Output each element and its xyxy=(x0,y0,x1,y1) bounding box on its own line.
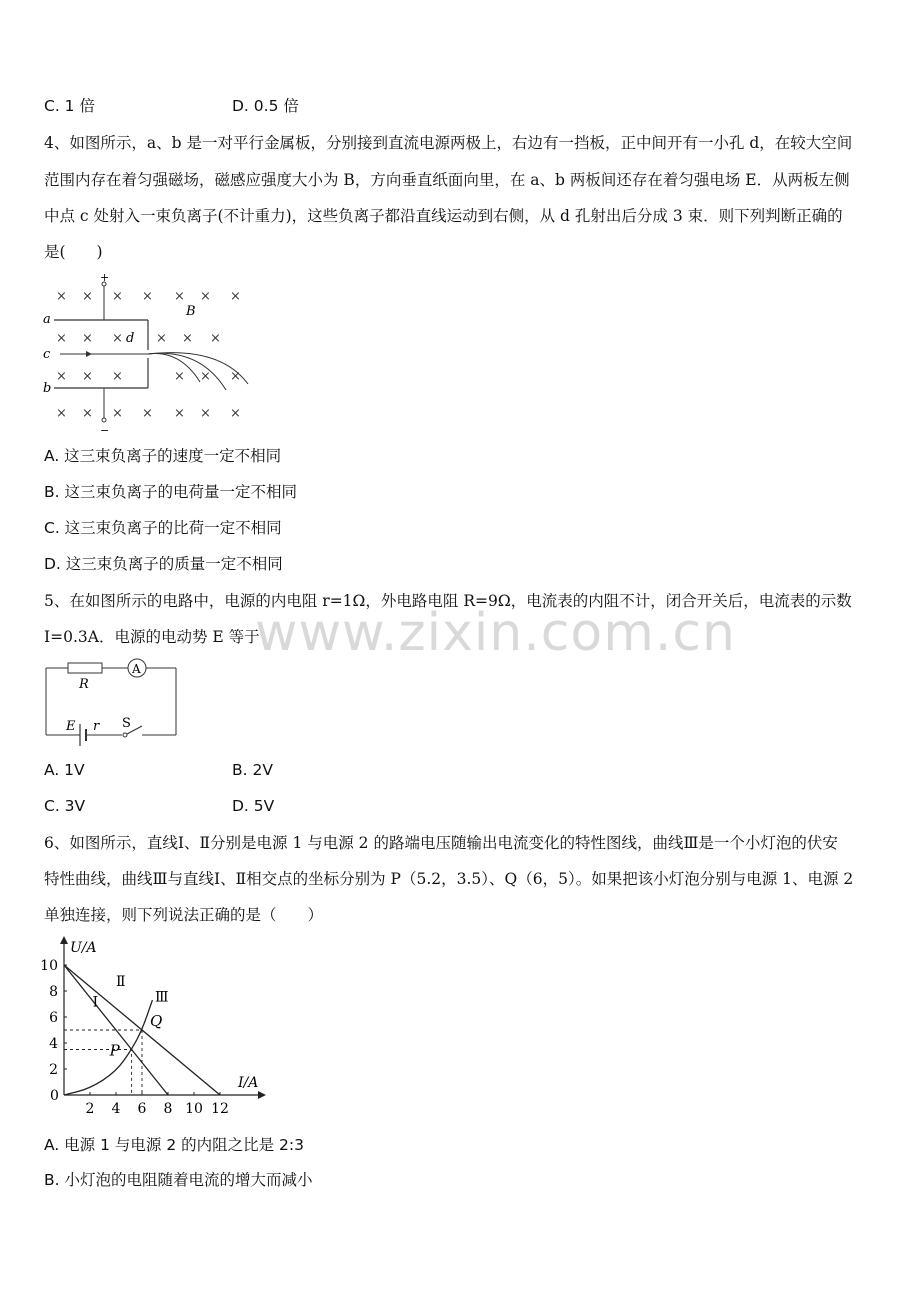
origin-label: 0 xyxy=(50,1088,59,1104)
q4-option-c: C. 这三束负离子的比荷一定不相同 xyxy=(44,519,282,537)
series-line-3 xyxy=(64,1000,152,1095)
q6-stem-line-3: 单独连接，则下列说法正确的是（ ） xyxy=(44,906,324,924)
b-field-cross: × xyxy=(174,369,185,384)
q4-option-a: A. 这三束负离子的速度一定不相同 xyxy=(44,447,282,465)
point-label-p: P xyxy=(109,1041,120,1060)
series-label-3: Ⅲ xyxy=(155,989,169,1006)
x-tick-label: 12 xyxy=(211,1101,229,1117)
q4-figure xyxy=(40,270,255,435)
label-S: S xyxy=(122,716,131,731)
y-axis-arrow xyxy=(60,936,68,944)
x-axis-arrow xyxy=(258,1091,266,1099)
b-field-cross: × xyxy=(142,406,153,421)
b-field-cross: × xyxy=(112,369,123,384)
q5-option-d: D. 5V xyxy=(232,797,275,815)
y-tick-label: 6 xyxy=(49,1010,58,1026)
label-r: r xyxy=(93,719,100,734)
guide-q xyxy=(64,1030,142,1095)
y-tick-label: 8 xyxy=(49,984,58,1000)
b-field-cross: × xyxy=(174,406,185,421)
y-axis-label: U/A xyxy=(70,940,97,956)
b-field-cross: × xyxy=(230,289,241,304)
b-field-cross: × xyxy=(82,369,93,384)
resistor-R xyxy=(68,663,102,673)
b-field-cross: × xyxy=(210,331,221,346)
terminal-minus xyxy=(102,418,106,422)
label-d: d xyxy=(126,331,135,346)
b-field-cross: × xyxy=(200,369,211,384)
label-b: b xyxy=(43,381,52,396)
b-field-cross: × xyxy=(56,289,67,304)
b-field-cross: × xyxy=(82,331,93,346)
q6-stem-line-1: 6、如图所示，直线Ⅰ、Ⅱ分别是电源 1 与电源 2 的路端电压随输出电流变化的特性图线，曲线Ⅲ是一个小灯泡的伏安 xyxy=(44,834,838,852)
q6-option-a: A. 电源 1 与电源 2 的内阻之比是 2:3 xyxy=(44,1136,304,1154)
q4-option-b: B. 这三束负离子的电荷量一定不相同 xyxy=(44,483,297,501)
b-field-cross: × xyxy=(200,289,211,304)
q4-option-d: D. 这三束负离子的质量一定不相同 xyxy=(44,555,283,573)
label-B: B xyxy=(186,304,196,319)
label-plus: + xyxy=(100,271,110,284)
q3-option-c: C. 1 倍 xyxy=(44,97,95,115)
q5-stem-line-2: I=0.3A．电源的电动势 E 等于 xyxy=(44,628,260,646)
q5-stem-line-1: 5、在如图所示的电路中，电源的内电阻 r=1Ω，外电路电阻 R=9Ω，电流表的内阻不计，闭合开关后，电流表的示数 xyxy=(44,592,852,610)
q6-stem-line-2: 特性曲线，曲线Ⅲ与直线Ⅰ、Ⅱ相交点的坐标分别为 P（5.2，3.5）、Q（6，5）。如果把该小灯泡分别与电源 1、电源 2 xyxy=(44,870,854,888)
q6-option-b: B. 小灯泡的电阻随着电流的增大而减小 xyxy=(44,1171,313,1189)
label-a: a xyxy=(43,312,51,327)
b-field-cross: × xyxy=(82,406,93,421)
label-minus: − xyxy=(100,424,110,437)
q6-ui-chart xyxy=(0,930,280,1120)
b-field-cross: × xyxy=(112,331,123,346)
q5-option-b: B. 2V xyxy=(232,761,273,779)
b-field-cross: × xyxy=(182,331,193,346)
b-field-cross: × xyxy=(200,406,211,421)
q4-stem-line-2: 范围内存在着匀强磁场，磁感应强度大小为 B，方向垂直纸面向里，在 a、b 两板间还存在着匀强电场 E．从两板左侧 xyxy=(44,171,850,189)
label-c: c xyxy=(43,347,51,362)
b-field-cross: × xyxy=(156,331,167,346)
q5-option-c: C. 3V xyxy=(44,797,86,815)
series-label-2: Ⅱ xyxy=(116,973,126,990)
q4-stem-line-3: 中点 c 处射入一束负离子(不计重力)，这些负离子都沿直线运动到右侧，从 d 孔射出后分成 3 束．则下列判断正确的 xyxy=(44,207,843,225)
series-label-1: Ⅰ xyxy=(92,994,99,1011)
x-axis-label: I/A xyxy=(238,1075,259,1091)
b-field-cross: × xyxy=(56,406,67,421)
x-tick-label: 8 xyxy=(163,1101,173,1117)
b-field-cross: × xyxy=(230,406,241,421)
y-tick-label: 10 xyxy=(40,958,58,974)
q5-option-a: A. 1V xyxy=(44,761,85,779)
q4-stem-line-4: 是( ) xyxy=(44,243,103,261)
b-field-cross: × xyxy=(82,289,93,304)
b-field-cross: × xyxy=(56,331,67,346)
label-A: A xyxy=(132,662,141,676)
q5-circuit xyxy=(42,656,182,746)
q3-option-d: D. 0.5 倍 xyxy=(232,97,299,115)
beam-arrow xyxy=(86,351,92,357)
b-field-cross: × xyxy=(142,289,153,304)
switch-contact xyxy=(123,733,127,737)
b-field-cross: × xyxy=(112,406,123,421)
x-tick-label: 2 xyxy=(85,1101,95,1117)
y-tick-label: 2 xyxy=(49,1062,58,1078)
watermark: www.zixin.com.cn xyxy=(255,603,736,663)
point-label-q: Q xyxy=(150,1012,163,1030)
y-tick-label: 4 xyxy=(49,1036,58,1052)
b-field-cross: × xyxy=(174,289,185,304)
q4-stem-line-1: 4、如图所示，a、b 是一对平行金属板，分别接到直流电源两极上，右边有一挡板，正中间开有一小孔 d，在较大空间 xyxy=(44,134,853,152)
b-field-cross: × xyxy=(112,289,123,304)
b-field-cross: × xyxy=(56,369,67,384)
b-field-cross: × xyxy=(230,369,241,384)
label-E: E xyxy=(66,719,76,734)
x-tick-label: 6 xyxy=(137,1101,147,1117)
guide-p xyxy=(64,1050,132,1096)
label-R: R xyxy=(79,677,89,692)
x-tick-label: 10 xyxy=(185,1101,203,1117)
x-tick-label: 4 xyxy=(111,1101,121,1117)
